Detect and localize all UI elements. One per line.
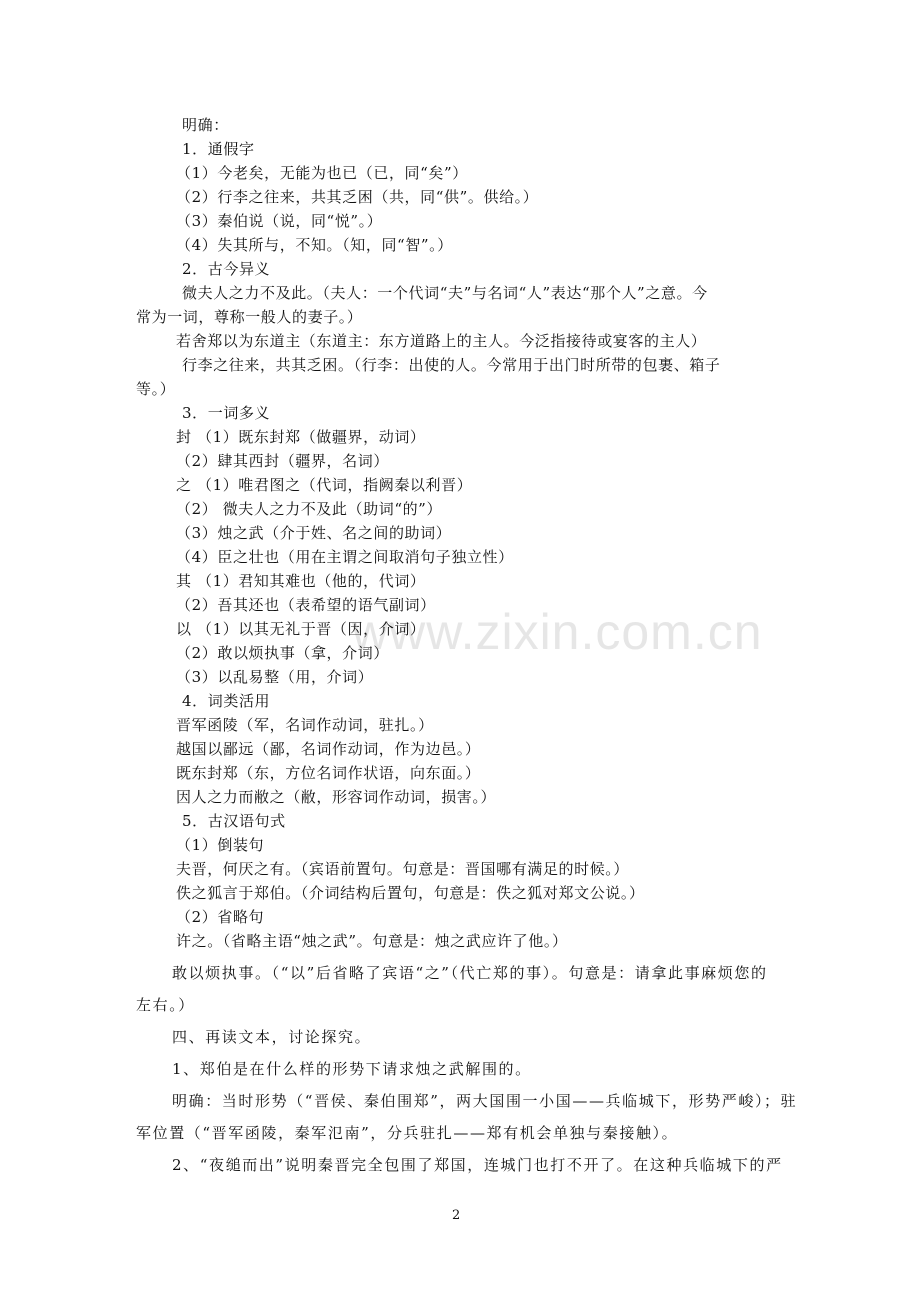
text-line: 军位置（“晋军函陵，秦军氾南”，分兵驻扎——郑有机会单独与秦接触）。 xyxy=(136,1124,679,1142)
text-line: （2）行李之往来，共其乏困（共，同“供”。供给。） xyxy=(176,188,539,206)
text-line: 夫晋，何厌之有。（宾语前置句。句意是：晋国哪有满足的时候。） xyxy=(176,860,630,878)
watermark: www.zixin.com.cn xyxy=(352,604,763,660)
text-line: 等。） xyxy=(136,380,176,398)
text-line: 左右。） xyxy=(136,996,195,1014)
text-line: 1、郑伯是在什么样的形势下请求烛之武解围的。 xyxy=(172,1060,532,1078)
text-line: 以 （1）以其无礼于晋（因，介词） xyxy=(176,620,426,638)
text-line: （1）倒装句 xyxy=(176,836,265,854)
text-line: 晋军函陵（军，名词作动词，驻扎。） xyxy=(176,716,434,734)
text-line: （2）省略句 xyxy=(176,908,265,926)
text-line: （3）以乱易整（用，介词） xyxy=(176,668,374,686)
text-line: 5．古汉语句式 xyxy=(182,812,286,830)
text-line: 封 （1）既东封郑（做疆界，动词） xyxy=(176,428,426,446)
text-line: 3．一词多义 xyxy=(182,404,271,422)
text-line: 其 （1）君知其难也（他的，代词） xyxy=(176,572,426,590)
text-line: （4）臣之壮也（用在主谓之间取消句子独立性） xyxy=(176,548,514,566)
text-line: （1）今老矣，无能为也已（已，同“矣”） xyxy=(176,164,468,182)
text-line: 明确：当时形势（“晋侯、秦伯围郑”，两大国围一小国——兵临城下，形势严峻）；驻 xyxy=(172,1092,798,1110)
text-line: （2） 微夫人之力不及此（助词“的”） xyxy=(176,500,443,518)
text-line: 2、“夜缒而出”说明秦晋完全包围了郑国，连城门也打不开了。在这种兵临城下的严 xyxy=(172,1156,783,1174)
text-line: 常为一词，尊称一般人的妻子。） xyxy=(136,308,363,326)
text-line: 四、再读文本，讨论探究。 xyxy=(172,1028,372,1046)
text-line: （3）烛之武（介于姓、名之间的助词） xyxy=(176,524,452,542)
text-line: 敢以烦执事。（“以”后省略了宾语“之”（代亡郑的事）。句意是：请拿此事麻烦您的 xyxy=(172,964,768,982)
text-line: 4．词类活用 xyxy=(182,692,271,710)
text-line: 明确： xyxy=(182,116,229,134)
text-line: 佚之狐言于郑伯。（介词结构后置句，句意是：佚之狐对郑文公说。） xyxy=(176,884,645,902)
text-line: （2）吾其还也（表希望的语气副词） xyxy=(176,596,436,614)
text-line: 1．通假字 xyxy=(182,140,255,158)
text-line: 许之。（省略主语“烛之武”。句意是：烛之武应许了他。） xyxy=(176,932,568,950)
text-line: 2．古今异义 xyxy=(182,260,271,278)
text-line: 若舍郑以为东道主（东道主：东方道路上的主人。今泛指接待或宴客的主人） xyxy=(176,332,707,350)
text-line: 因人之力而敝之（敝，形容词作动词，损害。） xyxy=(176,788,497,806)
text-line: 既东封郑（东，方位名词作状语，向东面。） xyxy=(176,764,481,782)
page-number: 2 xyxy=(452,1208,461,1223)
text-line: （2）敢以烦执事（拿，介词） xyxy=(176,644,389,662)
text-line: 行李之往来，共其乏困。（行李：出使的人。今常用于出门时所带的包裹、箱子 xyxy=(182,356,721,374)
text-line: 越国以鄙远（鄙，名词作动词，作为边邑。） xyxy=(176,740,481,758)
text-line: （2）肆其西封（疆界，名词） xyxy=(176,452,389,470)
text-line: 之 （1）唯君图之（代词，指阙秦以利晋） xyxy=(176,476,473,494)
text-line: （3）秦伯说（说，同“悦”。） xyxy=(176,212,383,230)
text-line: 微夫人之力不及此。（夫人：一个代词“夫”与名词“人”表达“那个人”之意。今 xyxy=(182,284,708,302)
text-line: （4）失其所与，不知。（知，同“智”。） xyxy=(176,236,453,254)
